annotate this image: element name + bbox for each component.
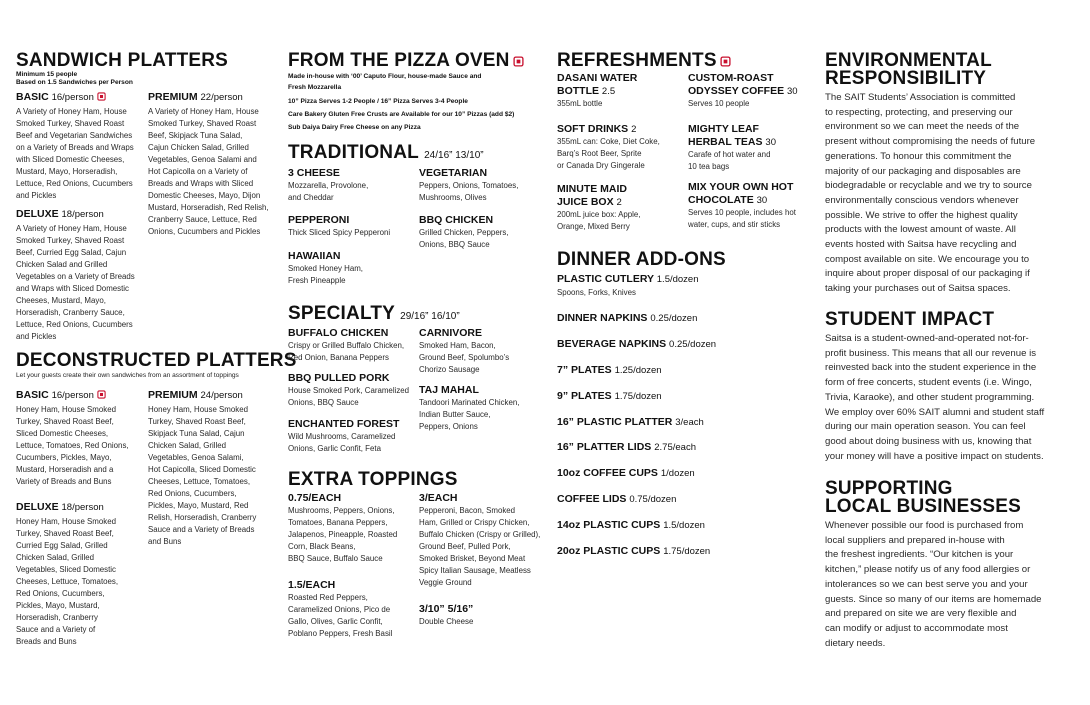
desc-line: Red Onions, Cucumbers, [148,489,237,498]
body-line: kitchen,” please notify us of any food allergies or [825,564,1031,576]
body-line: generations. To honour this commitment the [825,150,1012,162]
desc-line: Hot Capicolla, Sliced Domestic [148,465,256,474]
pizza-item-pepperoni [288,214,416,239]
student-impact-body [825,332,1085,464]
deconstructed-premium-title [148,389,272,402]
pizza-item-bbq-pulled-pork [288,372,416,409]
desc-line: Honey Ham, House Smoked [16,405,116,414]
addon-item [557,312,697,325]
desc-line: Lettuce, Red Onions, Cucumbers [16,179,133,188]
item-name: 1.5/EACH [288,579,336,591]
item-name: BOTTLE [557,85,599,97]
supporting-local-body [825,519,1085,651]
addon-item [557,390,662,403]
body-line: profit business. This means that all our revenue is [825,347,1036,359]
desc-line: Domestic Cheeses, Mayo, Dijon [148,191,261,200]
sandwich-platters-title: SANDWICH PLATTERS [16,50,229,71]
desc-line: Tandoori Marinated Chicken, [419,398,520,407]
item-price: 18/person [61,209,104,220]
deconstructed-note: Let your guests create their own sandwiches from an assortment of toppings [16,372,239,379]
desc-line: Barq’s Root Beer, Sprite [557,149,642,158]
toppings-group-double-cheese [419,603,547,628]
addon-item [557,467,695,480]
body-line: products with the lowest amount of waste. All [825,224,1016,236]
desc-line: Horseradish, Cranberry Sauce, [16,308,125,317]
body-line: can modify or adjust to accommodate most [825,622,1008,634]
body-line: events hosted with Saitsa have recycling and [825,239,1017,251]
desc-line: Veggie Ground [419,578,472,587]
desc-line: Curried Egg Salad, Grilled [16,541,108,550]
desc-line: Smoked Turkey, Shaved Roast [16,119,125,128]
specialty-title [288,304,460,327]
desc-line: BBQ Sauce, Buffalo Sauce [288,554,383,563]
pizza-title-text: FROM THE PIZZA OVEN [288,50,510,71]
desc-line: Cheeses, Lettuce, Tomatoes, [16,577,119,586]
deconstructed-premium [148,389,272,548]
desc-line: Thick Sliced Spicy Pepperoni [288,228,391,237]
desc-line: Chicken Salad, Grilled [148,441,227,450]
desc-line: Honey Ham, House Smoked [16,517,116,526]
item-price: 1/dozen [660,468,695,479]
desc-line: and Wraps with Sliced Domestic [16,284,129,293]
body-line: Saitsa is a student-owned-and-operated not-for- [825,333,1029,344]
item-name: PLASTIC CUTLERY [557,273,654,285]
item-name: MINUTE MAID [557,183,627,195]
desc-line: Breads and Wraps with Sliced [148,179,254,188]
addon-item [557,364,662,377]
item-name: 16” PLASTIC PLATTER [557,416,673,428]
item-name: BASIC [16,389,49,401]
pizza-item-carnivore [419,327,547,376]
item-price: 24/person [200,390,243,401]
item-name: COFFEE LIDS [557,493,627,505]
desc-line: Mustard, Horseradish, Red Relish, [148,203,269,212]
body-line: guests. Since so many of our items are homemade [825,593,1042,605]
desc-line: Onions, Garlic Confit, Feta [288,444,381,453]
desc-line: Smoked Ham, Bacon, [419,341,496,350]
item-name: DINNER NAPKINS [557,312,648,324]
item-price: 30 [765,137,776,148]
item-name: DASANI WATER [557,72,638,84]
body-line: form of free concerts, student events (i.e. Wingo, [825,377,1032,389]
desc-line: with Sliced Domestic Cheeses, [16,155,125,164]
item-price: 0.25/dozen [669,339,717,350]
pizza-oven-title [288,51,524,71]
desc-line: Onions, Cucumbers and Pickles [148,227,261,236]
item-name: JUICE BOX [557,196,614,208]
desc-line: Skipjack Tuna Salad, Cajun [148,429,245,438]
refreshments-title [557,51,731,71]
body-line: possible. We strive to offer the highest quality [825,209,1018,221]
desc-line: Chorizo Sausage [419,365,480,374]
desc-line: Smoked Turkey, Shaved Roast [148,119,257,128]
desc-line: A Variety of Honey Ham, House [148,107,259,116]
body-line: biodegradable or recyclable and we try to source [825,180,1032,192]
extra-toppings-title: EXTRA TOPPINGS [288,469,458,490]
item-name: 3/10” 5/16” [419,603,474,615]
refreshment-juice-box [557,183,685,233]
desc-line: Variety of Breads and Buns [16,477,112,486]
item-name: 16” PLATTER LIDS [557,441,652,453]
item-price: 2.75/each [654,442,696,453]
addon-item [557,338,716,351]
item-price: 30 [787,86,798,97]
toppings-group-3 [419,492,549,589]
body-line: good about doing business with us, knowing that [825,435,1032,447]
pizza-note: Fresh Mozzarella [288,84,342,91]
item-price: 3/each [675,417,704,428]
body-line: dietary needs. [825,637,886,649]
desc-line: Lettuce, Tomatoes, Red Onions, [16,441,129,450]
body-line: reinvested back into the student experience in the [825,362,1037,374]
environmental-title-line2: RESPONSIBILITY [825,68,987,89]
refreshments-title-text: REFRESHMENTS [557,50,717,71]
item-name: CHOCOLATE [688,194,754,206]
environmental-body [825,91,1085,297]
item-name: 0.75/EACH [288,492,342,504]
desc-line: Mustard, Mayo, Horseradish, [16,167,118,176]
deconstructed-basic [16,389,144,488]
veg-info-icon [97,92,106,101]
item-name: SOFT DRINKS [557,123,629,135]
veg-info-icon [97,390,106,399]
desc-line: Relish, Horseradish, Cranberry [148,513,257,522]
desc-line: Fresh Pineapple [288,276,346,285]
item-name: ENCHANTED FOREST [288,418,400,430]
desc-line: Crispy or Grilled Buffalo Chicken, [288,341,405,350]
desc-line: Mozzarella, Provolone, [288,181,369,190]
body-line: local suppliers and prepared in-house with [825,534,1005,546]
pizza-item-vegetarian [419,167,547,204]
body-line: during our main operation season. You can feel [825,421,1026,433]
desc-line: Ham, Grilled or Crispy Chicken, [419,518,530,527]
pizza-item-bbq-chicken [419,214,547,251]
deconstructed-platters-title: DECONSTRUCTED PLATTERS [16,350,297,371]
traditional-title [288,143,484,166]
body-line: intolerances so we can best serve you and your [825,578,1028,590]
desc-line: Ground Beef, Pulled Pork, [419,542,511,551]
item-price: 22/person [200,92,243,103]
deconstructed-deluxe-desc [16,516,144,648]
desc-line: Sauce and a Variety of [16,625,96,634]
item-name: MIGHTY LEAF [688,123,759,135]
body-line: Trivia, Karaoke), and other student programming. [825,391,1035,403]
item-name: HAWAIIAN [288,250,341,262]
supporting-local-title-line1: SUPPORTING [825,478,953,499]
item-name: 3/EACH [419,492,458,504]
body-line: the freshest ingredients. “Our kitchen is your [825,549,1014,561]
sandwich-deluxe-desc [16,223,144,343]
desc-line: Turkey, Shaved Roast Beef, [16,529,114,538]
dinner-addons-title: DINNER ADD-ONS [557,249,726,270]
section-name: TRADITIONAL [288,142,419,163]
sandwich-basic-desc [16,106,144,202]
section-price: 24/16” 13/10” [424,150,484,161]
item-price: 2 [616,197,622,208]
item-name: BEVERAGE NAPKINS [557,338,667,350]
body-line: taking your purchases out of Saitsa spaces. [825,283,1011,295]
desc-line: Mustard, Horseradish and a [16,465,114,474]
item-name: BASIC [16,91,49,103]
item-price: 0.75/dozen [629,494,677,505]
pizza-item-enchanted-forest [288,418,416,455]
refreshment-herbal-teas [688,123,816,173]
supporting-local-title-line2: LOCAL BUSINESSES [825,496,1022,517]
desc-line: Sauce and a Variety of Breads [148,525,255,534]
pizza-item-3-cheese [288,167,416,204]
desc-line: House Smoked Pork, Caramelized [288,386,410,395]
refreshment-coffee [688,72,816,110]
desc-line: Smoked Turkey, Shaved Roast [16,236,125,245]
desc-line: Grilled Chicken, Peppers, [419,228,509,237]
veg-info-icon [513,56,524,67]
desc-line: Jalapenos, Pineapple, Roasted [288,530,398,539]
item-name: BBQ CHICKEN [419,214,494,226]
toppings-group-075 [288,492,416,565]
item-name: 10oz COFFEE CUPS [557,467,658,479]
body-line: majority of our packaging and disposables are [825,165,1021,177]
desc-line: Turkey, Shaved Roast Beef, [16,417,114,426]
desc-line: Cucumbers, Pickles, Mayo, [16,453,112,462]
pizza-note: Made in-house with ‘00’ Caputo Flour, house-made Sauce and [288,73,482,80]
pizza-note: 10” Pizza Serves 1-2 People / 16” Pizza Serves 3-4 People [288,98,468,105]
desc-line: Orange, Mixed Berry [557,222,630,231]
desc-line: Sliced Domestic Cheeses, [16,429,109,438]
item-name: BBQ PULLED PORK [288,372,390,384]
desc-line: Double Cheese [419,617,474,626]
item-name: ODYSSEY COFFEE [688,85,785,97]
section-price: 29/16” 16/10” [400,311,460,322]
desc-line: Mushrooms, Peppers, Onions, [288,506,395,515]
desc-line: 200mL juice box: Apple, [557,210,641,219]
addon-item [557,441,696,454]
desc-line: Honey Ham, House Smoked [148,405,248,414]
addon-plastic-cutlery [557,273,699,286]
item-price: 1.75/dozen [663,546,711,557]
item-price: 30 [756,195,768,206]
item-price: 16/person [51,92,94,103]
desc-line: Ground Beef, Spolumbo’s [419,353,510,362]
item-price: 0.25/dozen [650,313,698,324]
toppings-group-15 [288,579,416,640]
desc-line: 10 tea bags [688,162,730,171]
deconstructed-deluxe [16,501,144,648]
desc-line: Carafe of hot water and [688,150,771,159]
item-name: 9” PLATES [557,390,612,402]
desc-line: or Canada Dry Gingerale [557,161,645,170]
item-name: DELUXE [16,501,59,513]
desc-line: Pickles, Mayo, Mustard, Red [148,501,249,510]
desc-line: Red Onions, Cucumbers, [16,589,105,598]
item-price: 2.5 [601,86,616,97]
deconstructed-premium-desc [148,404,272,548]
addon-cutlery-desc: Spoons, Forks, Knives [557,288,636,297]
item-price: 2 [631,124,637,135]
desc-line: Chicken Salad and Grilled [16,260,108,269]
pizza-item-taj-mahal [419,384,547,433]
section-name: SPECIALTY [288,303,395,324]
pizza-item-hawaiian [288,250,416,287]
item-price: 1.5/dozen [656,274,699,285]
body-line: and prepared on site we are very flexible and [825,608,1017,620]
desc-line: Mushrooms, Olives [419,193,487,202]
desc-line: on a Variety of Breads and Wraps [16,143,134,152]
item-name: DELUXE [16,208,59,220]
desc-line: Beef and Vegetarian Sandwiches [16,131,133,140]
body-line: environmentally conscious vendors whenever [825,194,1019,206]
body-line: We employ over 60% SAIT alumni and student staff [825,406,1045,418]
item-name: PREMIUM [148,91,198,103]
desc-line: Cheeses, Lettuce, Tomatoes, [148,477,251,486]
desc-line: Pickles, Mayo, Mustard, [16,601,100,610]
item-name: MIX YOUR OWN HOT [688,181,794,193]
desc-line: Vegetables, Genoa Salami, [148,453,244,462]
desc-line: Buffalo Chicken (Crispy or Grilled), [419,530,541,539]
desc-line: Vegetables on a Variety of Breads [16,272,135,281]
item-price: 1.25/dozen [614,365,662,376]
desc-line: Turkey, Shaved Roast Beef, [148,417,246,426]
desc-line: Smoked Honey Ham, [288,264,363,273]
item-price: 16/person [51,390,94,401]
desc-line: 355mL can: Coke, Diet Coke, [557,137,660,146]
refreshment-dasani [557,72,685,110]
desc-line: Smoked Brisket, Beyond Meat [419,554,526,563]
body-line: your money will have a positive impact on students. [825,450,1044,462]
desc-line: Serves 10 people, includes hot [688,208,796,217]
desc-line: and Pickles [16,332,57,341]
desc-line: Onions, BBQ Sauce [419,240,490,249]
body-line: environment so we can meet the needs of the [825,121,1020,133]
item-price: 1.5/dozen [663,520,705,531]
desc-line: Spicy Italian Sausage, Meatless [419,566,531,575]
sandwich-deluxe [16,208,144,343]
desc-line: Poblano Peppers, Fresh Basil [288,629,393,638]
desc-line: and Cheddar [288,193,334,202]
item-name: 14oz PLASTIC CUPS [557,519,661,531]
desc-line: Onions, BBQ Sauce [288,398,359,407]
deconstructed-basic-title [16,389,144,402]
item-name: CARNIVORE [419,327,483,339]
desc-line: Beef, Curried Egg Salad, Cajun [16,248,127,257]
desc-line: Gallo, Olives, Garlic Confit, [288,617,383,626]
body-line: to respecting, protecting, and preserving our [825,106,1013,118]
desc-line: Indian Butter Sauce, [419,410,491,419]
pizza-note: Sub Daiya Dairy Free Cheese on any Pizza [288,124,421,131]
desc-line: Roasted Red Peppers, [288,593,368,602]
desc-line: Red Onion, Banana Peppers [288,353,389,362]
addon-item [557,519,705,532]
sandwich-basic [16,91,144,202]
item-name: PEPPERONI [288,214,350,226]
student-impact-title: STUDENT IMPACT [825,309,995,330]
sandwich-premium-title [148,91,272,104]
body-line: compost available on site. We encourage you to [825,253,1030,265]
deconstructed-basic-desc [16,404,144,488]
desc-line: Chicken Salad, Grilled [16,553,95,562]
body-line: Whenever possible our food is purchased from [825,520,1024,531]
desc-line: Cranberry Sauce, Lettuce, Red [148,215,257,224]
desc-line: Pepperoni, Bacon, Smoked [419,506,516,515]
desc-line: and Pickles [16,191,57,200]
deconstructed-deluxe-title [16,501,144,514]
item-name: TAJ MAHAL [419,384,479,396]
desc-line: Beef, Skipjack Tuna Salad, [148,131,243,140]
refreshment-hot-chocolate [688,181,816,231]
desc-line: Vegetables, Sliced Domestic [16,565,117,574]
item-name: PREMIUM [148,389,198,401]
desc-line: water, cups, and stir sticks [688,220,781,229]
item-name: 20oz PLASTIC CUPS [557,545,661,557]
desc-line: Vegetables, Genoa Salami and [148,155,257,164]
sandwich-deluxe-title [16,208,144,221]
sandwich-premium-desc [148,106,272,238]
item-name: VEGETARIAN [419,167,488,179]
desc-line: Caramelized Onions, Pico de [288,605,391,614]
item-name: HERBAL TEAS [688,136,763,148]
sandwich-premium [148,91,272,238]
item-name: 3 CHEESE [288,167,340,179]
addon-item [557,493,676,506]
desc-line: Cajun Chicken Salad, Grilled [148,143,249,152]
addon-item [557,545,710,558]
sandwich-note-min: Minimum 15 people [16,71,78,78]
item-price: 18/person [61,502,104,513]
addon-item [557,416,704,429]
item-name: CUSTOM-ROAST [688,72,774,84]
pizza-note: Care Bakery Gluten Free Crusts are Available for our 10” Pizzas (add $2) [288,111,515,118]
body-line: inquire about proper disposal of our packaging if [825,268,1030,280]
environmental-title-line1: ENVIRONMENTAL [825,50,992,71]
desc-line: Corn, Black Beans, [288,542,356,551]
sandwich-note-based: Based on 1.5 Sandwiches per Person [16,79,133,86]
item-name: 7” PLATES [557,364,612,376]
desc-line: Serves 10 people [688,99,750,108]
pizza-item-buffalo-chicken [288,327,416,364]
desc-line: and Buns [148,537,182,546]
desc-line: Horseradish, Cranberry [16,613,99,622]
sandwich-basic-title [16,91,144,104]
desc-line: Peppers, Onions, Tomatoes, [419,181,519,190]
item-price: 1.75/dozen [614,391,662,402]
desc-line: Lettuce, Red Onions, Cucumbers [16,320,133,329]
veg-info-icon [720,56,731,67]
desc-line: Cheeses, Mustard, Mayo, [16,296,106,305]
refreshment-soft-drinks [557,123,685,172]
desc-line: 355mL bottle [557,99,603,108]
body-line: present without compromising the needs of future [825,136,1036,148]
desc-line: Peppers, Onions [419,422,478,431]
desc-line: Breads and Buns [16,637,77,646]
item-name: BUFFALO CHICKEN [288,327,389,339]
desc-line: Wild Mushrooms, Caramelized [288,432,396,441]
desc-line: Hot Capicolla on a Variety of [148,167,248,176]
desc-line: A Variety of Honey Ham, House [16,107,127,116]
body-line: The SAIT Students’ Association is committed [825,92,1016,103]
desc-line: Tomatoes, Banana Peppers, [288,518,388,527]
desc-line: A Variety of Honey Ham, House [16,224,127,233]
